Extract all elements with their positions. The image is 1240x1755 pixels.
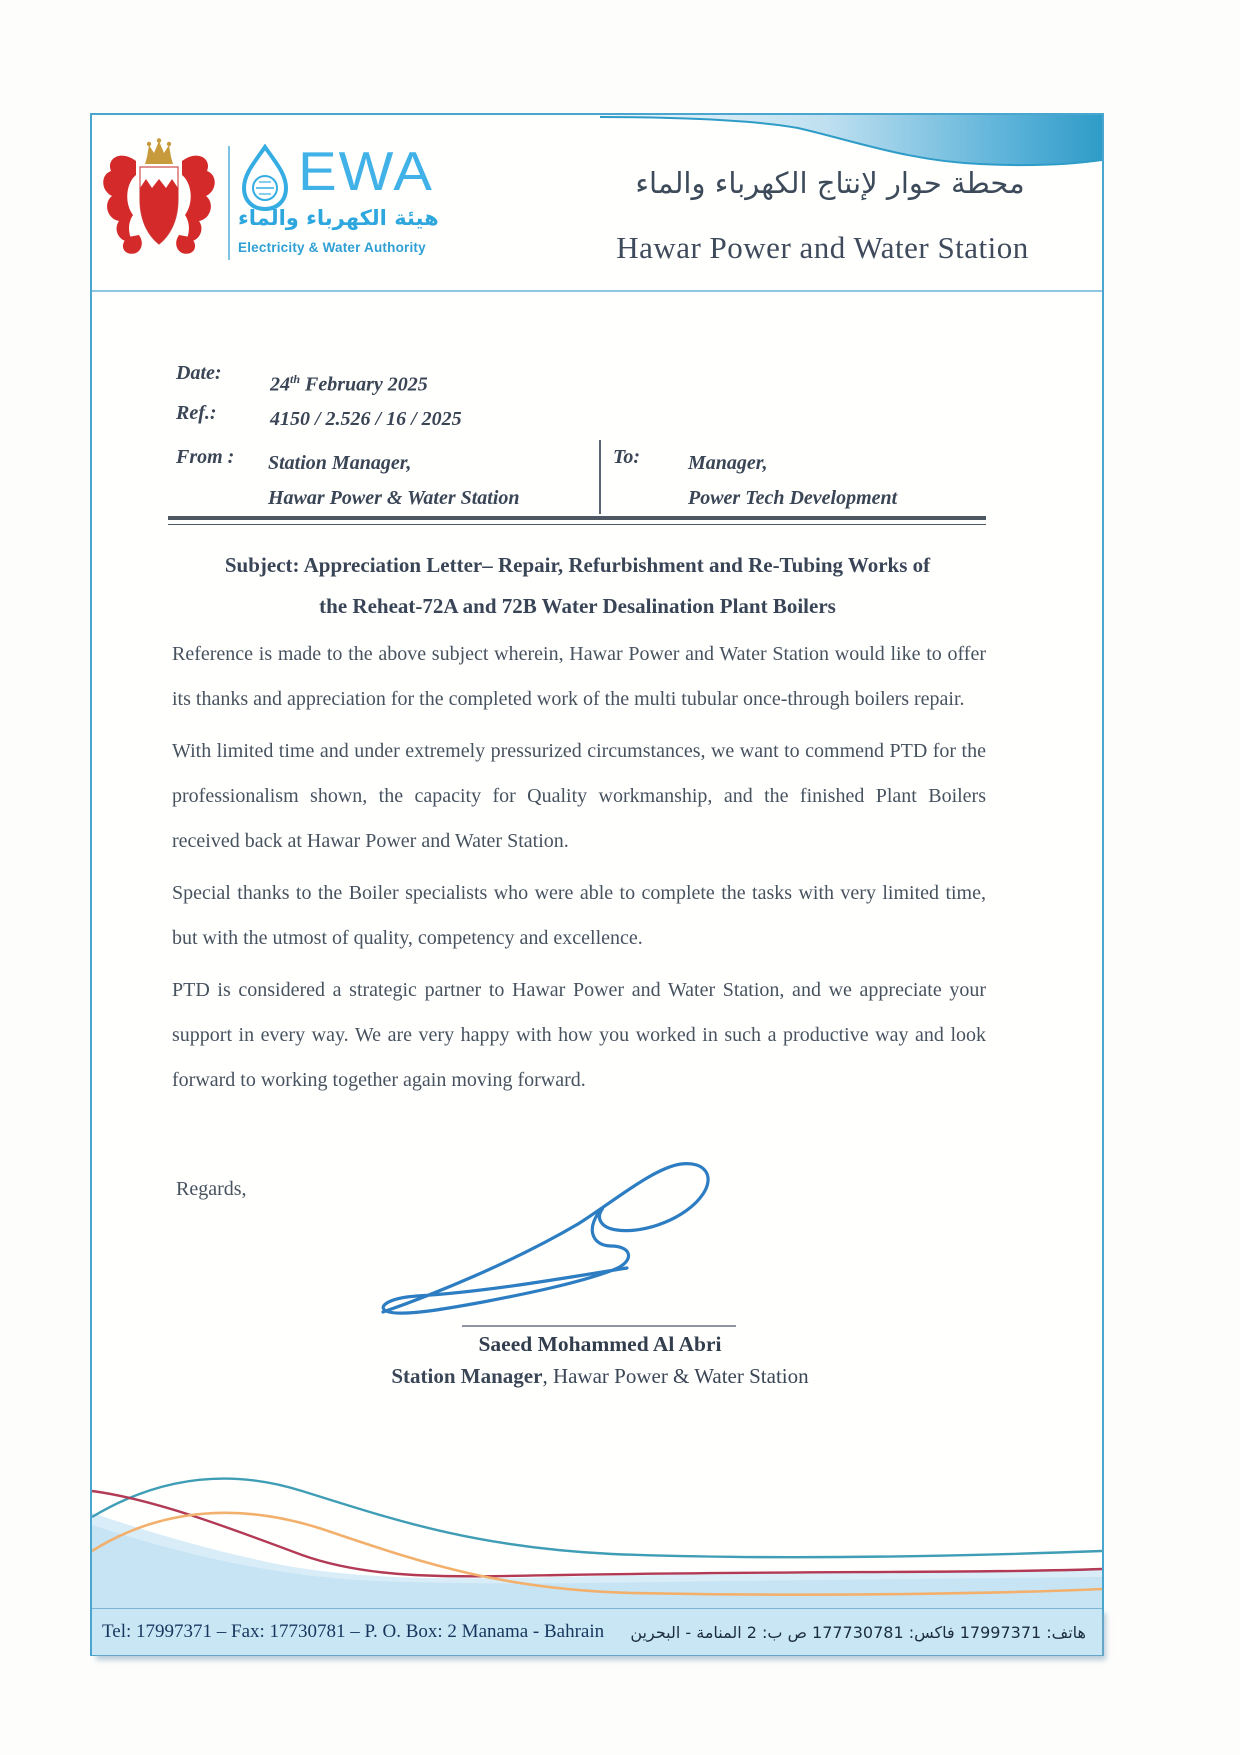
- signatory-name: Saeed Mohammed Al Abri: [478, 1332, 722, 1356]
- subject-line-1: Subject: Appreciation Letter– Repair, Refurbishment and Re-Tubing Works of: [224, 553, 931, 577]
- date-day: 24: [270, 373, 290, 396]
- date-rest: February 2025: [300, 373, 428, 396]
- ewa-wordmark: EWA: [298, 140, 434, 203]
- meta-rule: [168, 516, 986, 525]
- to-line-1: Manager,: [688, 452, 768, 474]
- station-title-english: Hawar Power and Water Station: [616, 230, 1029, 265]
- signature: [365, 1146, 720, 1330]
- station-title-arabic: محطة حوار لإنتاج الكهرباء والماء: [635, 166, 1025, 200]
- body-paragraph: With limited time and under extremely pressurized circumstances, we want to commend PTD for the professionalism shown, the capacity for Quality workmanship, and the finished Plant Boilers received back at Hawar Power and Water Station.: [172, 740, 986, 852]
- from-to-divider: [599, 440, 601, 514]
- footer-strip: [92, 1608, 1102, 1655]
- from-line-2: Hawar Power & Water Station: [268, 487, 520, 509]
- header-swoosh-graphic: [600, 114, 1102, 170]
- signatory-title-role: Station Manager: [391, 1364, 543, 1388]
- date-label: Date:: [176, 362, 222, 384]
- subject-block: [150, 545, 1005, 627]
- subject-line-2: the Reheat-72A and 72B Water Desalination Plant Boilers: [319, 594, 836, 618]
- footer-waves: [92, 1455, 1102, 1608]
- ewa-drop-icon: [238, 144, 292, 212]
- logo-divider: [228, 146, 230, 260]
- ewa-english-name: Electricity & Water Authority: [238, 240, 426, 255]
- from-label: From :: [176, 446, 235, 468]
- body-paragraph: Reference is made to the above subject wherein, Hawar Power and Water Station would like to offer its thanks and appreciation for the completed work of the multi tubular once-through boilers repair.: [172, 643, 986, 710]
- from-value: [268, 446, 520, 516]
- to-label: To:: [613, 446, 641, 468]
- signature-line: [462, 1325, 736, 1327]
- date-value: [270, 362, 428, 403]
- bahrain-emblem: [100, 136, 218, 266]
- footer-contact-english: Tel: 17997371 – Fax: 17730781 – P. O. Box: 2 Manama - Bahrain: [102, 1621, 605, 1642]
- date-ordinal: th: [290, 372, 301, 386]
- ewa-arabic-name: هيئة الكهرباء والماء: [238, 206, 439, 230]
- to-value: [688, 446, 897, 516]
- from-line-1: Station Manager,: [268, 452, 412, 474]
- signatory-title: [250, 1364, 950, 1389]
- to-line-2: Power Tech Development: [688, 487, 898, 509]
- regards-text: Regards,: [176, 1178, 247, 1200]
- body-paragraph: PTD is considered a strategic partner to Hawar Power and Water Station, and we appreciate your support in every way. We are very happy with how you worked in such a productive way and look forward to working together again moving forward.: [172, 979, 986, 1091]
- signatory-title-org: , Hawar Power & Water Station: [542, 1364, 809, 1388]
- body-paragraph: Special thanks to the Boiler specialists who were able to complete the tasks with very limited time, but with the utmost of quality, competency and excellence.: [172, 882, 986, 949]
- letter-body: [172, 632, 986, 1110]
- ref-value: 4150 / 2.526 / 16 / 2025: [270, 408, 462, 430]
- footer-contact-arabic: هاتف: 17997371 فاكس: 177730781 ص ب: 2 المنامة - البحرين: [630, 1622, 1086, 1642]
- header-separator: [92, 290, 1102, 292]
- ref-label: Ref.:: [176, 402, 217, 424]
